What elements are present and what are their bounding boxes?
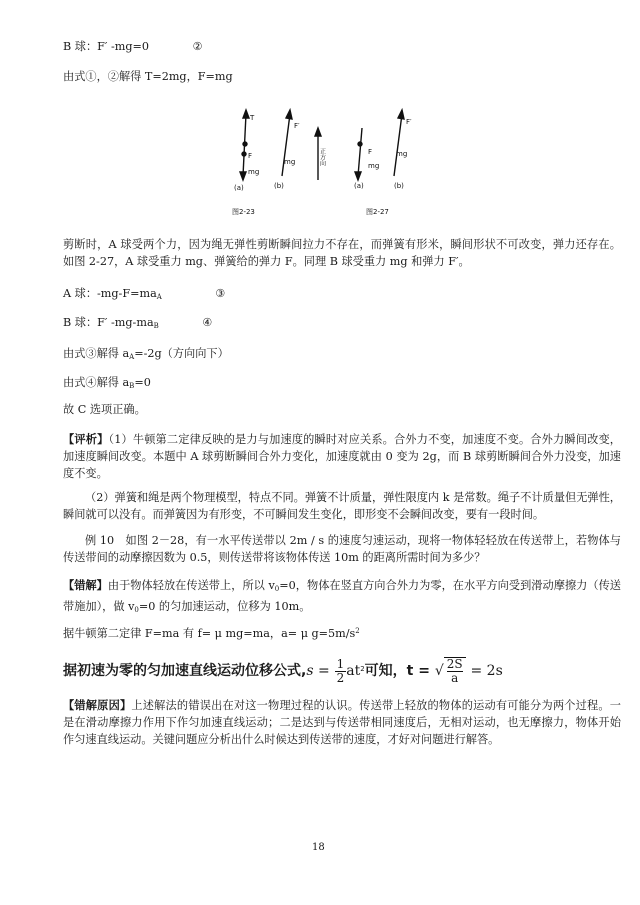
label-F-227: F [368,148,373,156]
fig227-b-arrow [398,110,404,119]
displacement-formula [63,657,503,685]
ball-b-spring-line [282,114,290,176]
text-part: 由式④解得 a [63,376,130,389]
fig227-b-line [394,114,402,176]
subscript: A [156,293,162,301]
label-T: T [250,114,255,122]
subscript: A [129,353,135,361]
half-fraction [335,658,347,685]
formula-result: = 2s [470,663,503,679]
error-reason-paragraph [63,697,621,748]
arrow-head-down [240,172,246,180]
fraction-denominator: 2 [336,670,345,685]
subscript: 0 [274,585,280,593]
text-part: 据牛顿第二定律 F=ma 有 f= μ mg=ma，a= μ g=5m/s [63,627,356,640]
equation-mark: ③ [215,287,226,300]
text-part: 由式③解得 a [63,347,130,360]
comment-paragraph-1 [63,431,621,482]
equation-mark: ④ [202,316,213,329]
sqrt-numerator: 2S [446,657,463,671]
comment-tag: 【评析】 [63,432,109,446]
subscript: B [129,382,135,390]
reason-text: 上述解法的错误出在对这一物理过程的认识。传送带上轻放的物体的运动有可能分为两个过程。一是在滑动摩擦力作用下作匀加速直线运动；二是达到与传送带相同速度后，无相对运动，也无摩擦力，物体开始作匀速直线运动。关键问题应分析出什么时候达到传送带的速度，才好对问题进行解答。 [63,699,621,746]
text-part: 由于物体轻放在传送带上，所以 v [107,579,275,592]
formula-lead: 据初速为零的匀加速直线运动位移公式, [63,663,307,679]
label-mg: mg [248,168,260,176]
conclusion-line: 故 C 选项正确。 [63,403,146,416]
ball-a-mark-2 [242,152,246,156]
label-direction: 正方向 [318,148,326,166]
solve-4-line [63,374,151,395]
fraction-numerator: 1 [336,656,345,671]
force-diagram-figures [210,104,440,222]
fig227-caption: 图2-27 [366,208,389,216]
example-10-paragraph: 例 10 如图 2－28，有一水平传送带以 2m / s 的速度匀速运动，现将一物体轻轻放在传送带上，若物体与传送带间的动摩擦因数为 0.5，则传送带将该物体传送 10m 的距离所需时间为多少？ [63,534,621,564]
b-ball-equation-4 [63,314,212,335]
newton-line [63,623,360,642]
subscript: B [153,322,159,330]
equation-text: B 球：F′ -mg=0 [63,40,150,53]
superscript: 2 [360,665,365,673]
formula-s: s = [306,663,330,679]
label-a: (a) [234,184,244,192]
superscript: 2 [355,627,360,635]
fig227-a-mark [358,142,362,146]
text-part: =-2g（方向向下） [134,347,229,360]
b-ball-equation-2 [63,38,203,55]
text-part: =0 [134,376,151,389]
sqrt-expression: √ $\frac{2S}{a}$ [435,657,466,685]
fig227-a-arrow [355,172,361,180]
equation-text: B 球：F′ -mg-ma [63,316,154,329]
subscript: 0 [134,606,139,614]
arrow-head-up [243,110,249,118]
sqrt-denominator: a [451,671,459,685]
label-F: F [248,152,253,160]
a-ball-equation-3 [63,285,225,306]
wrong-solution-paragraph [63,577,621,619]
label-mg-227b: mg [396,150,408,158]
equation-text: A 球：-mg-F=ma [63,287,157,300]
formula-at: at [346,663,361,679]
label-mg-227: mg [368,162,380,170]
text-part: =0 的匀加速运动，位移为 10m。 [138,600,311,613]
formula-mid: 可知，t = [364,663,430,679]
fig223-caption: 图2-23 [232,208,255,216]
comment-text: （1）牛顿第二定律反映的是力与加速度的瞬时对应关系。合外力不变，加速度不变。合外力瞬间改变，加速度瞬间改变。本题中 A 球剪断瞬间合外力变化，加速度就由 0 变为 2g，而 B 球剪断瞬间合外力没变，加速度不变。 [63,433,621,480]
label-a-227: (a) [354,182,364,190]
reason-tag: 【错解原因】 [63,698,132,712]
label-b: (b) [274,182,284,190]
text-part: =0，物体在竖直方向合外力为零，在水平方向受到滑动摩擦力（传送带施加），做 v [63,579,621,613]
label-b-227: (b) [394,182,404,190]
label-Fp: F′ [294,122,300,130]
arrow-head-up-b [286,110,292,119]
comment-paragraph-2: （2）弹簧和绳是两个物理模型，特点不同。弹簧不计质量，弹性限度内 k 是常数。绳子不计质量但无弹性，瞬间就可以没有。而弹簧因为有形变，不可瞬间发生变化，即形变不会瞬间改变，要有一段时间。 [63,491,621,521]
page-number: 18 [312,842,325,853]
solve-3-line [63,345,229,366]
ball-a-mark [243,142,247,146]
fig227-a-line [358,128,362,176]
cut-paragraph: 剪断时，A 球受两个力，因为绳无弹性剪断瞬间拉力不存在，而弹簧有形米，瞬间形状不可改变，弹力还存在。如图 2-27，A 球受重力 mg、弹簧给的弹力 F。同理 B 球受重力 mg 和弹力 F′。 [63,238,621,268]
solve-12-line: 由式①，②解得 T=2mg，F=mg [63,70,233,83]
label-mg-b: mg [284,158,296,166]
equation-mark: ② [192,40,203,53]
wrong-tag: 【错解】 [63,578,108,592]
label-Fp-227: F′ [406,118,412,126]
direction-arrow-head [315,128,321,136]
